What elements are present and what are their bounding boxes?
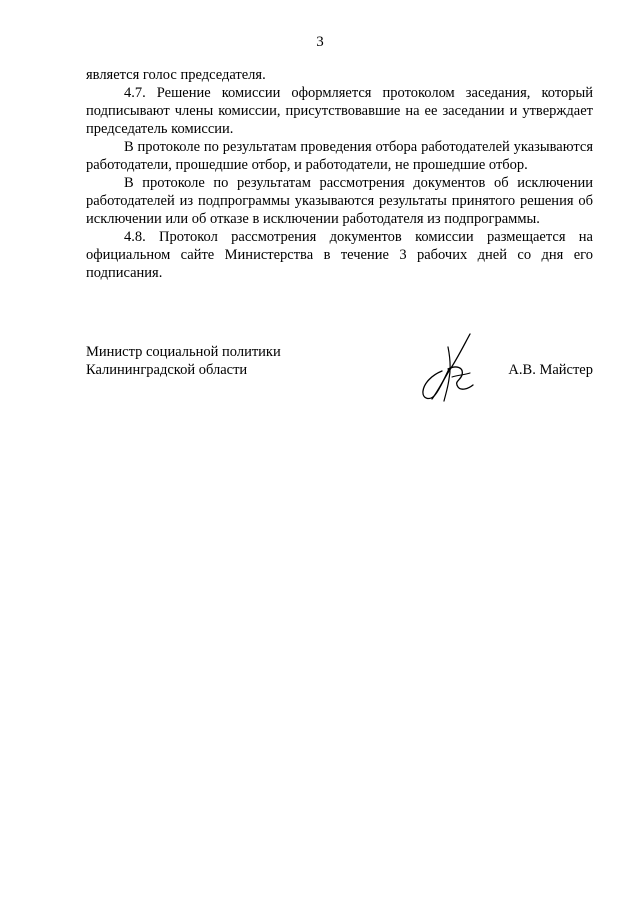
signer-position [86, 343, 281, 379]
handwritten-signature [418, 331, 480, 405]
paragraph-selection-protocol: В протоколе по результатам проведения отбора работодателей указываются работодатели, прошедшие отбор, и работодатели, не прошедшие отбор. [86, 139, 593, 173]
signer-name: А.В. Майстер [508, 362, 593, 378]
signature-block [86, 343, 593, 403]
page-number: 3 [316, 34, 324, 50]
signer-position-line-1: Министр социальной политики [86, 344, 281, 360]
document-body [86, 66, 593, 282]
paragraph-4-7: 4.7. Решение комиссии оформляется протоколом заседания, который подписывают члены комиссии, присутствовавшие на ее заседании и утверждает председатель комиссии. [86, 85, 593, 137]
paragraph-continuation: является голос председателя. [86, 67, 266, 83]
paragraph-exclusion-protocol: В протоколе по результатам рассмотрения документов об исключении работодателей из подпрограммы указываются результаты принятого решения об исключении или об отказе в исключении работодателя из подпрограммы. [86, 175, 593, 227]
signer-position-line-2: Калининградской области [86, 362, 248, 378]
paragraph-4-8: 4.8. Протокол рассмотрения документов комиссии размещается на официальном сайте Министерства в течение 3 рабочих дней со дня его подписания. [86, 229, 593, 281]
